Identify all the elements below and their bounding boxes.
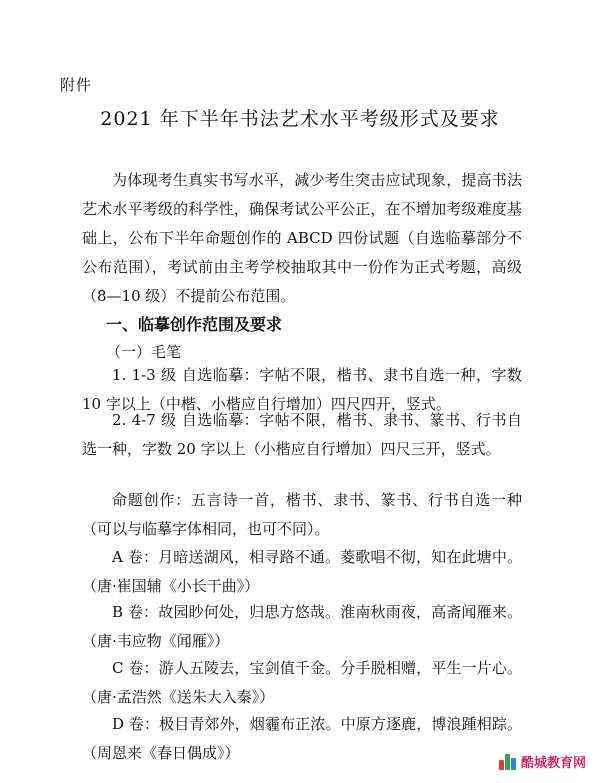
item-level-1-3: 1. 1-3 级 自选临摹：字帖不限，楷书、隶书自选一种，字数 10 字以上（中楷、小楷应自行增加）四尺四开，竖式。	[82, 366, 522, 413]
section-heading: 一、临摹创作范围及要求	[106, 315, 283, 334]
item-level-4-7: 2. 4-7 级 自选临摹：字帖不限，楷书、隶书、篆书、行书自选一种，字数 20 字以上（小楷应自行增加）四尺三开，竖式。	[82, 411, 522, 458]
subsection-heading: （一）毛笔	[106, 343, 182, 361]
intro-paragraph: 为体现考生真实书写水平，减少考生突击应试现象，提高书法艺术水平考级的科学性，确保考试公平公正，在不增加考级难度基础上，公布下半年命题创作的 ABCD 四份试题（自选临摹部分不公布范围），考试前由主考学校抽取其中一份作为正式考题，高级（8—10 级）不提前公布范围。	[82, 171, 522, 305]
poem-d: D 卷：极目青郊外，烟霾布正浓。中原方逐鹿，博浪踵相踪。（周恩来《春日偶成》）	[82, 715, 522, 762]
watermark-logo	[499, 752, 586, 771]
logo-icon	[499, 754, 517, 770]
poem-b: B 卷：故园眇何处，归思方悠哉。淮南秋雨夜，高斋闻雁来。（唐·韦应物《闻雁》）	[82, 603, 522, 650]
attachment-label: 附件	[60, 76, 93, 94]
poem-c: C 卷：游人五陵去，宝剑值千金。分手脱相赠，平生一片心。（唐·孟浩然《送朱大入秦》）	[82, 659, 522, 706]
item-composition: 命题创作：五言诗一首，楷书、隶书、篆书、行书自选一种（可以与临摹字体相同，也可不同）。	[82, 491, 522, 538]
poem-a: A 卷：月暗送湖风，相寻路不通。菱歌唱不彻，知在此塘中。（唐·崔国辅《小长干曲》）	[82, 548, 522, 595]
watermark-text: 酷城教育网	[520, 756, 586, 771]
document-title: 2021 年下半年书法艺术水平考级形式及要求	[100, 108, 500, 130]
